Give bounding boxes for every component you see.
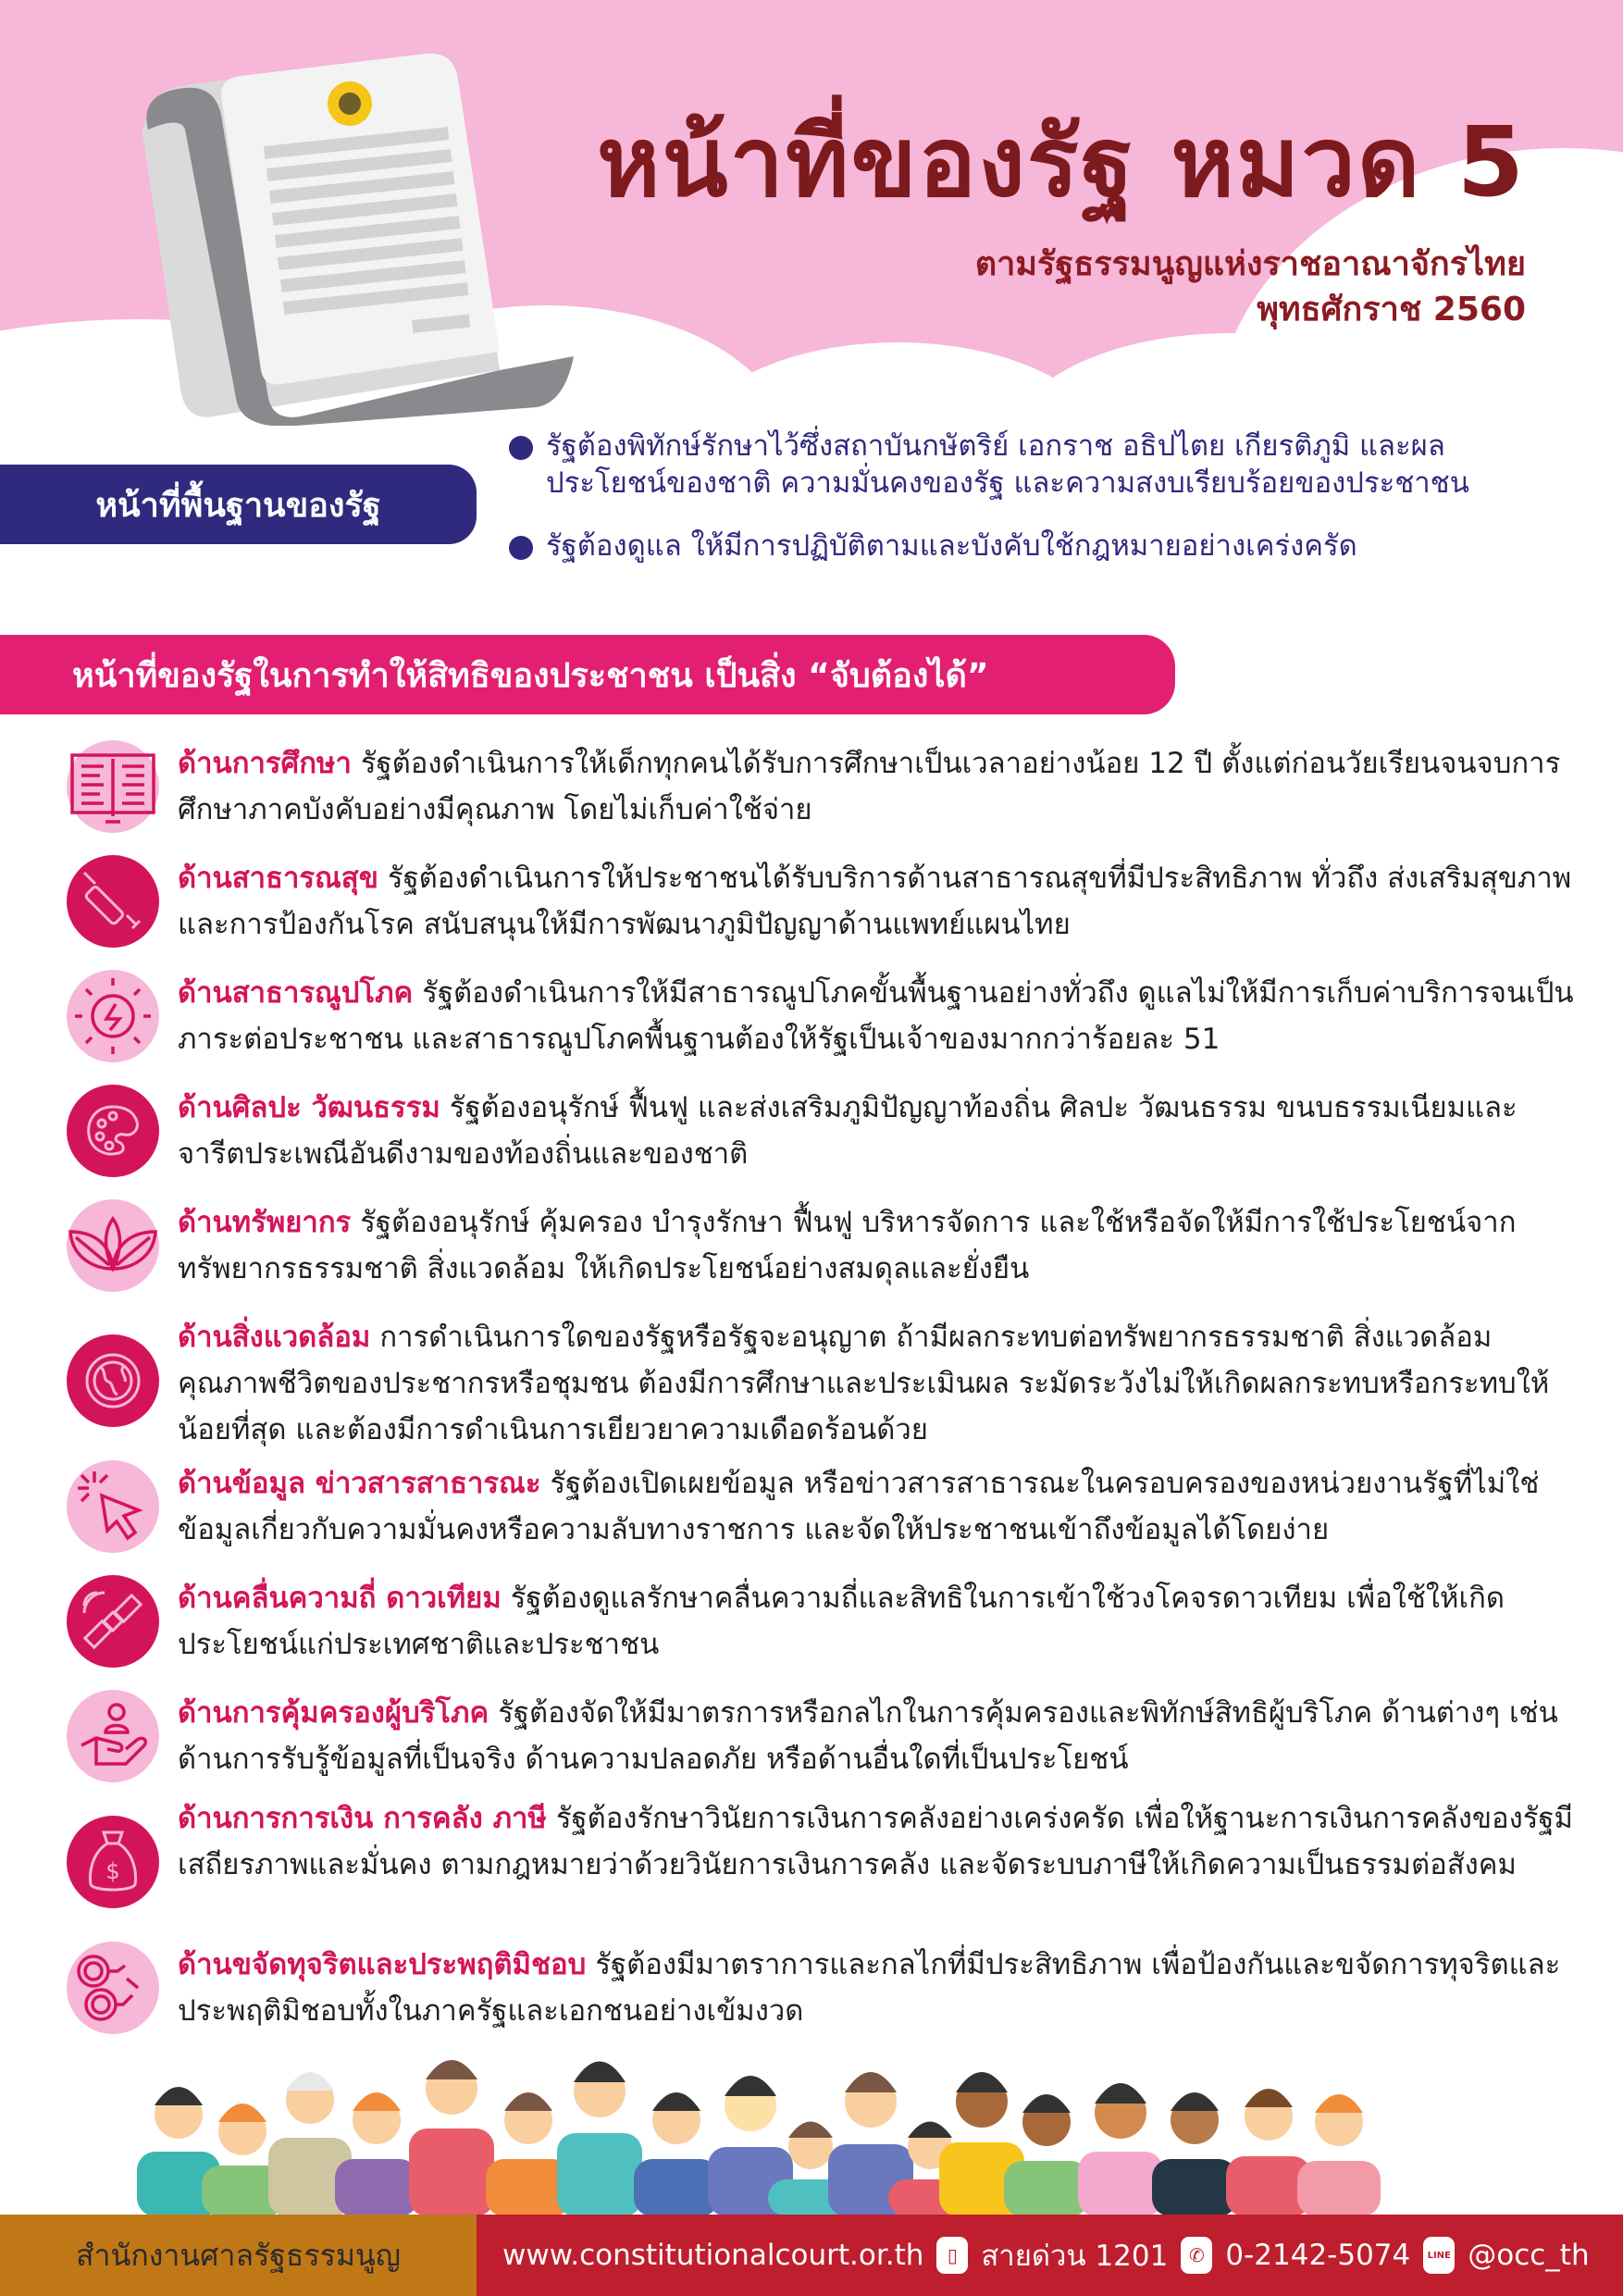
item-heading: ด้านข้อมูล ข่าวสารสาธารณะ (178, 1467, 541, 1500)
mobile-phone-icon: ▯ (936, 2237, 968, 2274)
line-id[interactable]: @occ_th (1468, 2239, 1590, 2272)
item-heading: ด้านสิ่งแวดล้อม (178, 1321, 371, 1354)
footer-org-name: สำนักงานศาลรัฐธรรมนูญ (0, 2215, 477, 2296)
header (0, 0, 1623, 435)
item-heading: ด้านสาธารณสุข (178, 862, 378, 895)
item-body: การดำเนินการใดของรัฐหรือรัฐจะอนุญาต ถ้ามีผลกระทบต่อทรัพยากรธรรมชาติ สิ่งแวดล้อม คุณภาพชีวิตของประชากรหรือชุมชน ต้องมีการศึกษาและประเมินผล ระมัดระวังไม่ให้เกิดผลกระทบหรือกระทบให้น้อยที่สุด และต้องมีการดำเนินการเยียวยาความเดือดร้อนด้วย (178, 1321, 1550, 1446)
bullet-icon (509, 536, 533, 560)
item-body: รัฐต้องดำเนินการให้มีสาธารณูปโภคขั้นพื้นฐานอย่างทั่วถึง ดูแลไม่ให้มีการเก็บค่าบริการจนเป็นภาระต่อประชาชน และสาธารณูปโภคพื้นฐานต้องให้รัฐเป็นเจ้าของมากกว่าร้อยละ 51 (178, 976, 1574, 1056)
item-text (178, 1314, 1584, 1453)
lightning-icon (67, 970, 159, 1062)
people-illustration (130, 2041, 1545, 2216)
palette-icon (67, 1085, 159, 1177)
subtitle-constitution: ตามรัฐธรรมนูญแห่งราชอาณาจักรไทย (974, 245, 1526, 283)
item-text (178, 1690, 1584, 1782)
item-heading: ด้านการคุ้มครองผู้บริโภค (178, 1696, 489, 1730)
item-body: รัฐต้องดำเนินการให้ประชาชนได้รับบริการด้านสาธารณสุขที่มีประสิทธิภาพ ทั่วถึง ส่งเสริมสุขภาพและการป้องกันโรค สนับสนุนให้มีการพัฒนาภูมิปัญญาด้านแพทย์แผนไทย (178, 862, 1572, 941)
leaves-icon (67, 1199, 159, 1292)
item-text (178, 740, 1584, 833)
item-heading: ด้านทรัพยากร (178, 1206, 352, 1239)
item-body: รัฐต้องดำเนินการให้เด็กทุกคนได้รับการศึกษาเป็นเวลาอย่างน้อย 12 ปี ตั้งแต่ก่อนวัยเรียนจนจบการศึกษาภาคบังคับอย่างมีคุณภาพ โดยไม่เก็บค่าใช้จ่าย (178, 747, 1561, 826)
phone-icon: ✆ (1181, 2237, 1212, 2274)
hotline-number[interactable]: สายด่วน 1201 (981, 2240, 1169, 2273)
item-heading: ด้านสาธารณูปโภค (178, 976, 414, 1010)
consumer-protection-icon (67, 1690, 159, 1782)
page-title: หน้าที่ของรัฐ หมวด 5 (596, 105, 1526, 218)
item-body: รัฐต้องมีมาตราการและกลไกที่มีประสิทธิภาพ เพื่อป้องกันและขจัดการทุจริตและประพฤติมิชอบทั้งในภาครัฐและเอกชนอย่างเข้มงวด (178, 1948, 1561, 2028)
basic-duty-item (509, 428, 1564, 502)
website-link[interactable]: www.constitutionalcourt.or.th (502, 2239, 924, 2272)
syringe-icon (67, 855, 159, 948)
item-body: รัฐต้องรักษาวินัยการเงินการคลังอย่างเคร่งครัด เพื่อให้ฐานะการเงินการคลังของรัฐมีเสถียรภาพและมั่นคง ตามกฎหมายว่าด้วยวินัยการเงินการคลัง และจัดระบบภาษีให้เกิดความเป็นธรรมต่อสังคม (178, 1802, 1573, 1881)
item-text (178, 970, 1584, 1062)
svg-text:$: $ (105, 1858, 120, 1884)
footer-contacts (477, 2215, 1623, 2296)
item-heading: ด้านศิลปะ วัฒนธรรม (178, 1091, 440, 1124)
handcuffs-icon (67, 1942, 159, 2034)
globe-icon (67, 1334, 159, 1427)
item-text (178, 1460, 1584, 1553)
phone-number[interactable]: 0-2142-5074 (1225, 2239, 1411, 2272)
satellite-icon (67, 1575, 159, 1668)
item-heading: ด้านขจัดทุจริตและประพฤติมิชอบ (178, 1948, 587, 1981)
subtitle-year: พุทธศักราช 2560 (1257, 290, 1526, 329)
item-heading: ด้านการศึกษา (178, 747, 352, 780)
bullet-icon (509, 436, 533, 460)
item-heading: ด้านการการเงิน การคลัง ภาษี (178, 1802, 547, 1835)
item-body: รัฐต้องเปิดเผยข้อมูล หรือข่าวสารสาธารณะในครอบครองของหน่วยงานรัฐที่ไม่ใช่ข้อมูลเกี่ยวกับความมั่นคงหรือความลับทางราชการ และจัดให้ประชาชนเข้าถึงข้อมูลได้โดยง่าย (178, 1467, 1540, 1546)
item-text (178, 855, 1584, 948)
item-body: รัฐต้องดูแลรักษาคลื่นความถี่และสิทธิในการเข้าใช้วงโคจรดาวเทียม เพื่อใช้ให้เกิดประโยชน์แก่ประเทศชาติและประชาชน (178, 1582, 1505, 1661)
basic-duties-list (509, 428, 1564, 590)
line-icon: LINE (1423, 2237, 1455, 2274)
book-icon (67, 740, 159, 833)
tangible-rights-banner: หน้าที่ของรัฐในการทำให้สิทธิของประชาชน เป็นสิ่ง “จับต้องได้” (0, 635, 1175, 714)
item-body: รัฐต้องจัดให้มีมาตรการหรือกลไกในการคุ้มครองและพิทักษ์สิทธิผู้บริโภค ด้านต่างๆ เช่น ด้านการรับรู้ข้อมูลที่เป็นจริง ด้านความปลอดภัย หรือด้านอื่นใดที่เป็นประโยชน์ (178, 1696, 1558, 1776)
item-body: รัฐต้องอนุรักษ์ ฟื้นฟู และส่งเสริมภูมิปัญญาท้องถิ่น ศิลปะ วัฒนธรรม ขนบธรรมเนียมและจารีตประเพณีอันดีงามของท้องถิ่นและของชาติ (178, 1091, 1518, 1171)
cursor-click-icon (67, 1460, 159, 1553)
item-text (178, 1795, 1584, 1888)
page-subtitle (975, 242, 1526, 332)
item-heading: ด้านคลื่นความถี่ ดาวเทียม (178, 1582, 502, 1615)
item-body: รัฐต้องอนุรักษ์ คุ้มครอง บำรุงรักษา ฟื้นฟู บริหารจัดการ และใช้หรือจัดให้มีการใช้ประโยชน์จากทรัพยากรธรรมชาติ สิ่งแวดล้อม ให้เกิดประโยชน์อย่างสมดุลและยั่งยืน (178, 1206, 1517, 1285)
basic-duty-text: รัฐต้องพิทักษ์รักษาไว้ซึ่งสถาบันกษัตริย์ เอกราช อธิปไตย เกียรติภูมิ และผลประโยชน์ของชาติ ความมั่นคงของรัฐ และความสงบเรียบร้อยของประชาชน (546, 429, 1469, 500)
basic-duties-label: หน้าที่พื้นฐานของรัฐ (0, 465, 477, 544)
constitution-scroll-icon (130, 37, 592, 426)
item-text (178, 1942, 1584, 2034)
footer (0, 2215, 1623, 2296)
basic-duty-item (509, 527, 1564, 565)
basic-duty-text: รัฐต้องดูแล ให้มีการปฏิบัติตามและบังคับใช้กฎหมายอย่างเคร่งครัด (546, 529, 1357, 563)
item-text (178, 1085, 1584, 1177)
item-text (178, 1199, 1584, 1292)
money-bag-icon (67, 1816, 159, 1908)
item-text (178, 1575, 1584, 1668)
